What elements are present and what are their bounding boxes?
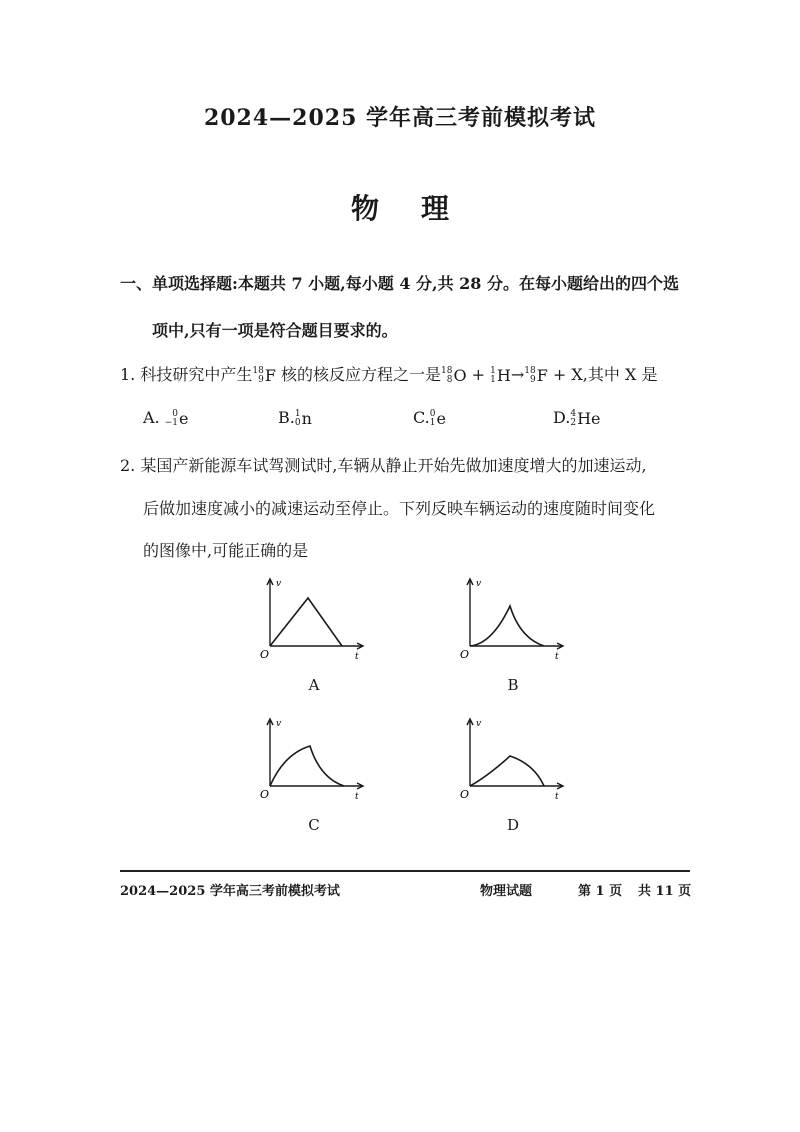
question-2-line3: 的图像中,可能正确的是 [143,541,309,560]
graph-b-origin: O [460,648,470,661]
graph-b[interactable] [458,576,568,666]
q1-text-2: 核的核反应方程之一是 [275,365,442,384]
graph-a-curve [270,598,342,646]
section-heading-line2: 项中,只有一项是符合题目要求的。 [152,321,398,340]
footer-page-number: 第 1 页 [578,884,623,899]
option-d-nuclide: 4 2 He [570,408,601,428]
graph-d-origin: O [460,788,470,801]
graph-b-label: B [507,676,519,694]
q1-option-a[interactable]: A. 0 −1 e [143,408,189,428]
graph-a-origin: O [260,648,270,661]
question-1 [120,362,657,385]
graph-d-t-label: t [555,792,559,802]
reaction-arrow: → [510,365,525,384]
footer-exam-name: 2024—2025 学年高三考前模拟考试 [120,884,340,899]
footer-subject: 物理试题 [480,884,533,899]
graph-a-v-label: v [276,579,282,589]
q1-option-b[interactable]: B. 1 0 n [278,408,312,428]
graph-a-t-label: t [355,652,359,662]
option-a-nuclide: 0 −1 e [164,408,189,428]
question-2-line1: 2. 某国产新能源车试驾测试时,车辆从静止开始先做加速度增大的加速运动, [120,456,647,475]
graph-a-label: A [308,676,320,694]
subject-title [0,187,800,227]
graph-c-v-label: v [276,719,282,729]
nuclide-o18: 18 8 O [441,365,467,385]
graph-b-curve [470,606,544,646]
graph-d-v-label: v [476,719,482,729]
q1-text-1: 1. 科技研究中产生 [120,365,253,384]
graph-c-t-label: t [355,792,359,802]
graph-b-t-label: t [555,652,559,662]
exam-title: 2024—2025 学年高三考前模拟考试 [203,105,597,131]
nuclide-h1: 1 1 H [490,365,511,385]
q1-option-c[interactable]: C. 0 1 e [413,408,446,428]
graph-a[interactable] [258,576,368,666]
option-b-nuclide: 1 0 n [294,408,312,428]
plus-sign: + [466,365,491,384]
section-heading-line1: 一、单项选择题:本题共 7 小题,每小题 4 分,共 28 分。在每小题给出的四个选 [120,274,680,293]
graph-d[interactable] [458,716,568,806]
option-c-nuclide: 0 1 e [429,408,446,428]
graph-c-origin: O [260,788,270,801]
footer-total-pages: 共 11 页 [638,884,692,899]
subject-char-1: 物 [350,192,379,225]
subject-char-2: 理 [421,192,450,225]
q1-option-d[interactable]: D. 4 2 He [553,408,601,428]
nuclide-f18: 18 9 F [252,365,276,385]
graph-c[interactable] [258,716,368,806]
graph-b-v-label: v [476,579,482,589]
graph-c-curve [270,746,344,786]
graph-d-curve [470,756,544,786]
nuclide-f18-product: 18 9 F [524,365,548,385]
q1-text-3: + X,其中 X 是 [547,365,658,384]
question-2-line2: 后做加速度减小的减速运动至停止。下列反映车辆运动的速度随时间变化 [143,499,656,518]
footer-divider [120,870,690,872]
graph-c-label: C [308,816,320,834]
graph-d-label: D [506,816,520,834]
